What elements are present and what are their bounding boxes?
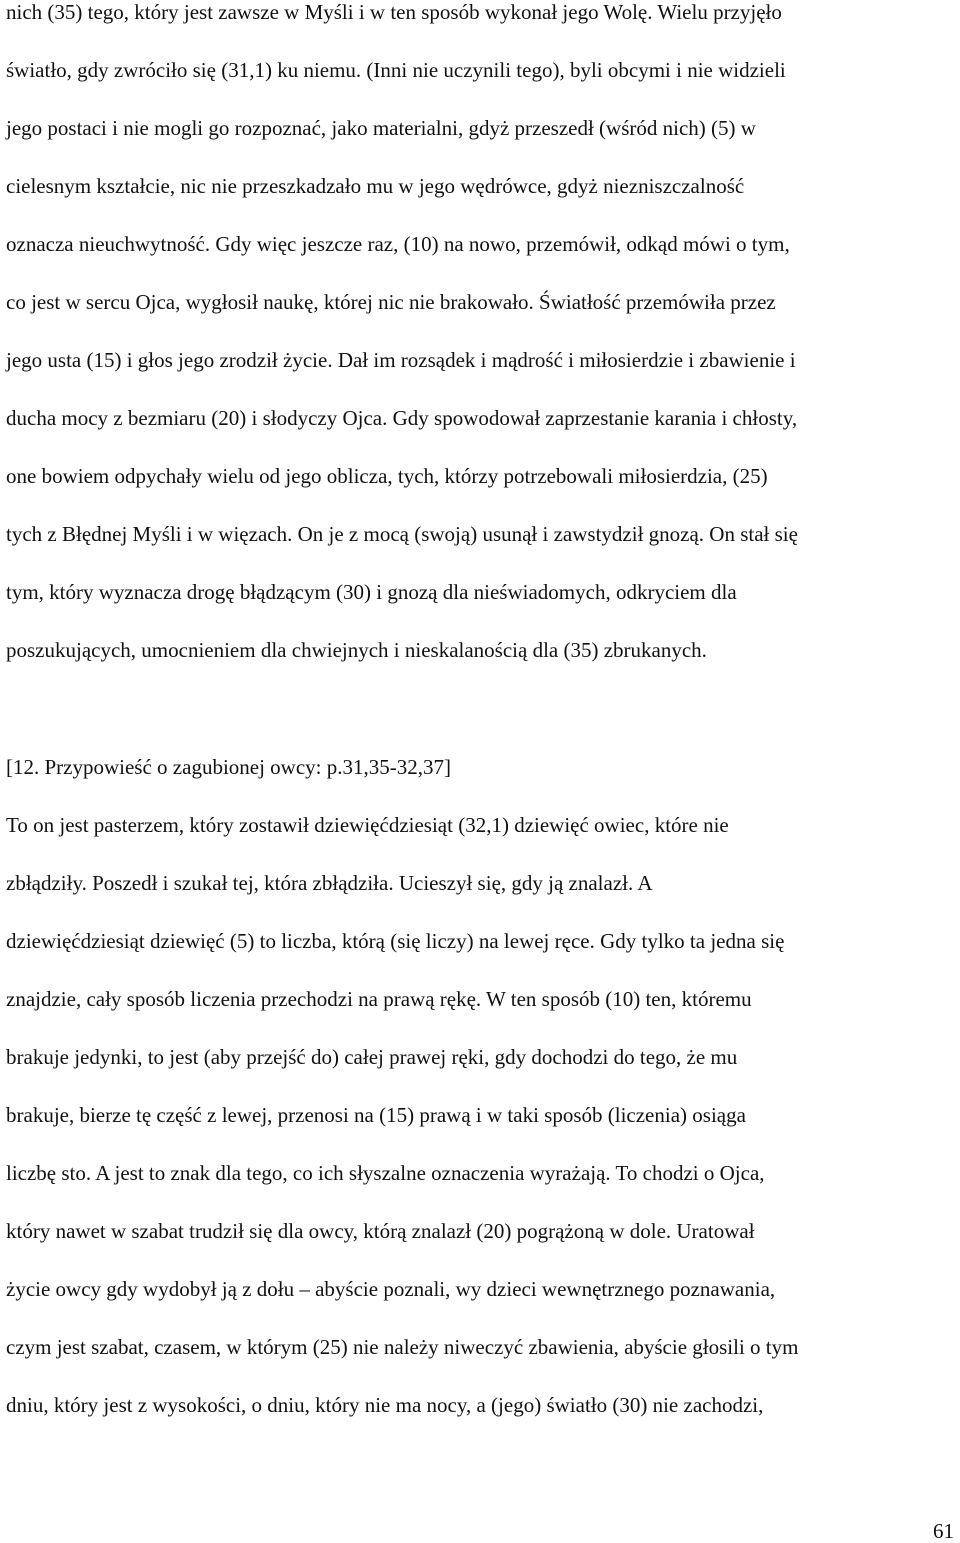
text-line: ducha mocy z bezmiaru (20) i słodyczy Ojca. Gdy spowodował zaprzestanie karania i chłosty, xyxy=(6,406,798,430)
text-line: jego postaci i nie mogli go rozpoznać, jako materialni, gdyż przeszedł (wśród nich) (5) w xyxy=(6,116,756,140)
text-line: życie owcy gdy wydobył ją z dołu – abyście poznali, wy dzieci wewnętrznego poznawania, xyxy=(6,1277,776,1301)
text-line: który nawet w szabat trudził się dla owcy, którą znalazł (20) pogrążoną w dole. Uratował xyxy=(6,1219,755,1243)
text-line: liczbę sto. A jest to znak dla tego, co ich słyszalne oznaczenia wyrażają. To chodzi o Ojca, xyxy=(6,1161,765,1185)
text-line: czym jest szabat, czasem, w którym (25) nie należy niweczyć zbawienia, abyście głosili o tym xyxy=(6,1335,799,1359)
text-line: brakuje jedynki, to jest (aby przejść do) całej prawej ręki, gdy dochodzi do tego, że mu xyxy=(6,1045,738,1069)
text-line: dziewięćdziesiąt dziewięć (5) to liczba, którą (się liczy) na lewej ręce. Gdy tylko ta jedna się xyxy=(6,929,785,953)
text-line: poszukujących, umocnieniem dla chwiejnych i nieskalanością dla (35) zbrukanych. xyxy=(6,638,707,662)
text-line: dniu, który jest z wysokości, o dniu, który nie ma nocy, a (jego) światło (30) nie zachodzi, xyxy=(6,1393,764,1417)
text-line: jego usta (15) i głos jego zrodził życie. Dał im rozsądek i mądrość i miłosierdzie i zbawienie i xyxy=(6,348,796,372)
text-line: oznacza nieuchwytność. Gdy więc jeszcze raz, (10) na nowo, przemówił, odkąd mówi o tym, xyxy=(6,232,790,256)
text-line: co jest w sercu Ojca, wygłosił naukę, której nic nie brakowało. Światłość przemówiła przez xyxy=(6,290,776,314)
text-line: tym, który wyznacza drogę błądzącym (30) i gnozą dla nieświadomych, odkryciem dla xyxy=(6,580,737,604)
text-line: tych z Błędnej Myśli i w więzach. On je z mocą (swoją) usunął i zawstydził gnozą. On stał się xyxy=(6,522,798,546)
section-heading: [12. Przypowieść o zagubionej owcy: p.31,35-32,37] xyxy=(6,755,451,779)
text-line: brakuje, bierze tę część z lewej, przenosi na (15) prawą i w taki sposób (liczenia) osiąga xyxy=(6,1103,746,1127)
text-line: światło, gdy zwróciło się (31,1) ku niemu. (Inni nie uczynili tego), byli obcymi i nie widzieli xyxy=(6,58,786,82)
text-line: znajdzie, cały sposób liczenia przechodzi na prawą rękę. W ten sposób (10) ten, któremu xyxy=(6,987,752,1011)
text-line: cielesnym kształcie, nic nie przeszkadzało mu w jego wędrówce, gdyż niezniszczalność xyxy=(6,174,745,198)
text-line: zbłądziły. Poszedł i szukał tej, która zbłądziła. Ucieszył się, gdy ją znalazł. A xyxy=(6,871,653,895)
text-line: nich (35) tego, który jest zawsze w Myśli i w ten sposób wykonał jego Wolę. Wielu przyjęło xyxy=(6,0,782,24)
text-line: one bowiem odpychały wielu od jego oblicza, tych, którzy potrzebowali miłosierdzia, (25) xyxy=(6,464,768,488)
text-line: To on jest pasterzem, który zostawił dziewięćdziesiąt (32,1) dziewięć owiec, które nie xyxy=(6,813,729,837)
page-number: 61 xyxy=(933,1519,954,1543)
